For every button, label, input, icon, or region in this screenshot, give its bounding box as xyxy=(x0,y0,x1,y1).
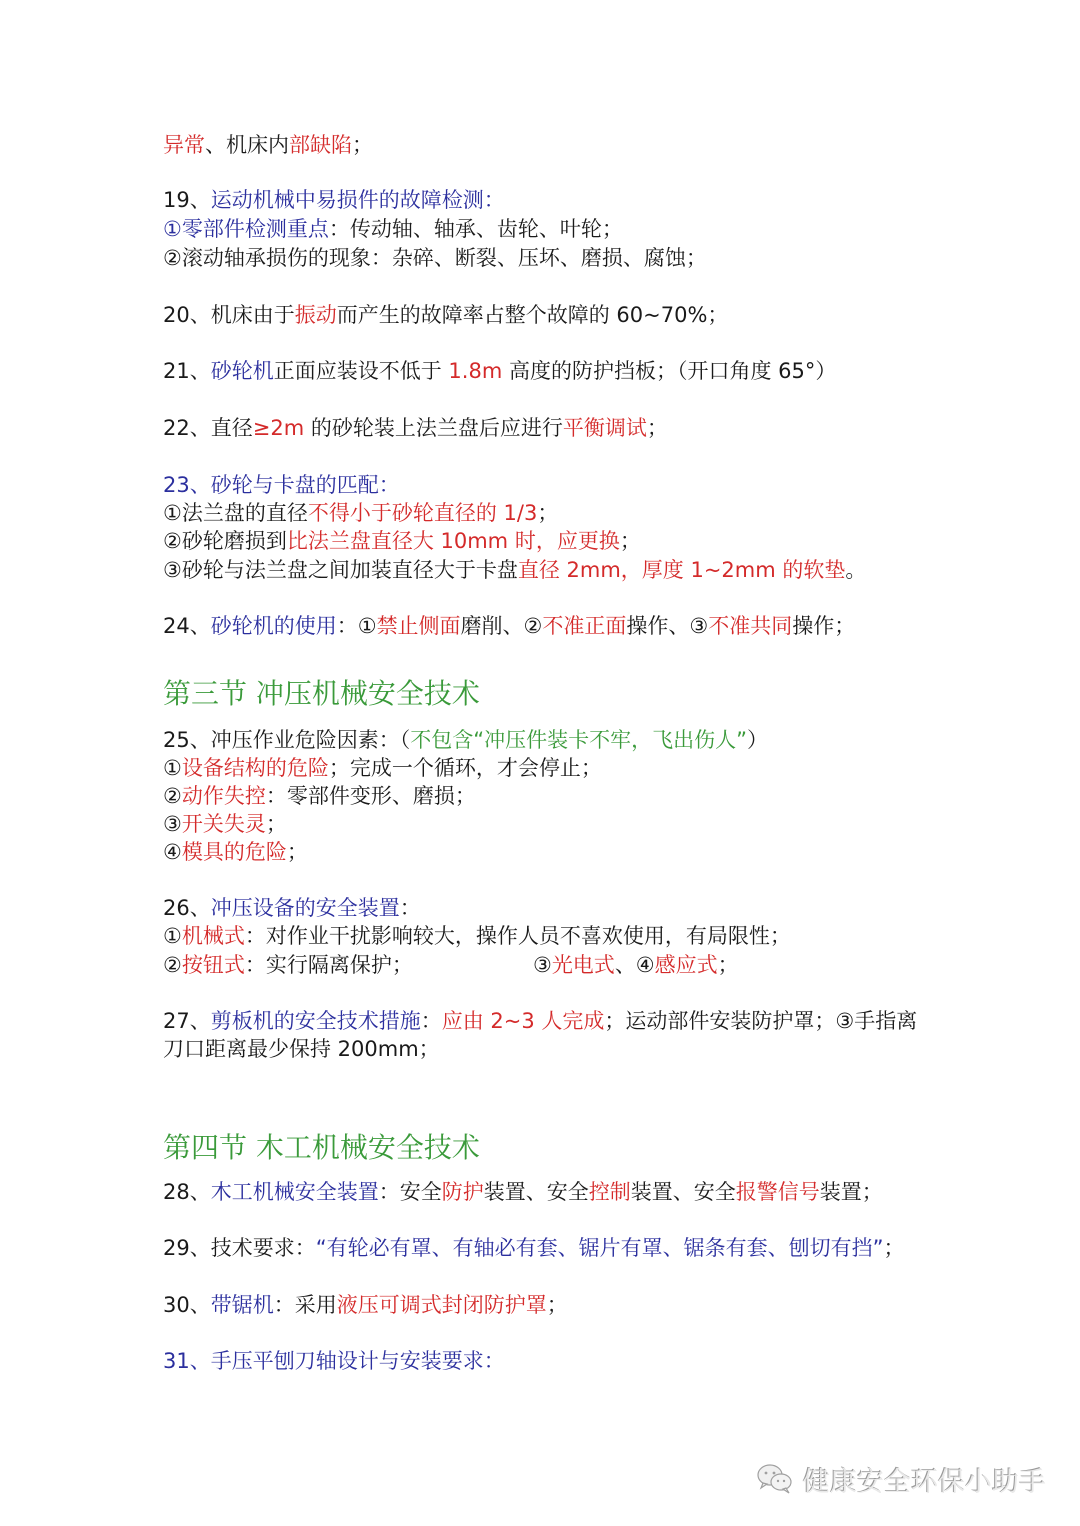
highlight-red: 直径 2mm，厚度 1~2mm 的软垫 xyxy=(517,558,846,582)
text-segment: 、④ xyxy=(614,953,655,977)
text-segment: 25、冲压作业危险因素：（ xyxy=(163,728,411,752)
text-segment: 装置、安全 xyxy=(483,1180,589,1204)
highlight-red: 按钮式 xyxy=(181,953,245,977)
highlight-red: ≥2m xyxy=(252,416,305,440)
text-line xyxy=(163,1291,568,1319)
text-segment: ； xyxy=(537,501,559,525)
text-segment: ； xyxy=(546,1293,568,1317)
text-segment: 操作； xyxy=(792,614,856,638)
text-segment: 20、机床由于 xyxy=(163,303,295,327)
highlight-green: 不包含“冲压件装卡不牢，飞出伤人” xyxy=(410,728,747,752)
text-segment: ； xyxy=(883,1236,905,1260)
text-segment: ：实行隔离保护； ③ xyxy=(244,953,552,977)
text-segment: ：安全 xyxy=(378,1180,442,1204)
text-segment: ① xyxy=(163,924,182,948)
wechat-icon xyxy=(755,1463,795,1495)
text-segment: ； xyxy=(619,529,641,553)
text-line xyxy=(163,1007,917,1035)
text-segment: 高度的防护挡板；（开口角度 65°） xyxy=(502,359,837,383)
text-segment: ④ xyxy=(163,840,182,864)
highlight-red: 应由 2~3 人完成 xyxy=(441,1009,605,1033)
text-segment: ： xyxy=(420,1009,442,1033)
watermark xyxy=(755,1462,1046,1496)
highlight-blue: 31、手压平刨刀轴设计与安装要求： xyxy=(163,1349,505,1373)
text-line xyxy=(163,1035,440,1063)
highlight-red: 控制 xyxy=(588,1180,631,1204)
watermark-text: 健康安全环保小助手 xyxy=(803,1466,1046,1498)
highlight-red: 部缺陷 xyxy=(289,133,352,157)
text-segment: 磨削、② xyxy=(460,614,543,638)
text-line xyxy=(163,414,668,442)
text-segment: ： xyxy=(399,896,421,920)
text-segment: 刀口距离最少保持 200mm； xyxy=(163,1037,440,1061)
highlight-red: 机械式 xyxy=(181,924,245,948)
highlight-red: 振动 xyxy=(294,303,337,327)
text-segment: 27、 xyxy=(163,1009,211,1033)
highlight-red: 比法兰盘直径大 10mm 时，应更换 xyxy=(286,529,620,553)
text-line xyxy=(163,782,476,810)
text-segment: ；运动部件安装防护罩；③手指离 xyxy=(604,1009,918,1033)
text-segment: ； xyxy=(352,133,373,157)
text-segment: 装置、安全 xyxy=(630,1180,736,1204)
text-line xyxy=(163,527,641,555)
text-segment: 。 xyxy=(845,558,867,582)
text-segment: ：传动轴、轴承、齿轮、叶轮； xyxy=(328,217,623,241)
highlight-red: 1.8m xyxy=(448,359,503,383)
text-segment: ； xyxy=(265,812,287,836)
text-line xyxy=(163,471,400,499)
highlight-blue: 23、砂轮与卡盘的匹配： xyxy=(163,473,400,497)
text-segment: ②砂轮磨损到 xyxy=(163,529,287,553)
text-segment: ② xyxy=(163,953,182,977)
text-line xyxy=(163,810,287,838)
text-segment: ； xyxy=(717,953,739,977)
text-segment: ②滚动轴承损伤的现象：杂碎、断裂、压坏、磨损、腐蚀； xyxy=(163,246,707,270)
highlight-blue: 带锯机 xyxy=(210,1293,274,1317)
text-line xyxy=(163,131,373,159)
text-line xyxy=(163,726,768,754)
text-segment: 28、 xyxy=(163,1180,211,1204)
text-line xyxy=(163,951,739,979)
text-segment: 30、 xyxy=(163,1293,211,1317)
section-heading: 第四节 木工机械安全技术 xyxy=(163,1131,480,1164)
text-segment: ； xyxy=(286,840,308,864)
text-segment: 19、 xyxy=(163,188,211,212)
highlight-red: 报警信号 xyxy=(735,1180,820,1204)
text-segment: ：零部件变形、磨损； xyxy=(265,784,476,808)
text-line xyxy=(163,1234,905,1262)
text-segment: ；完成一个循环，才会停止； xyxy=(328,756,602,780)
text-segment: 的砂轮装上法兰盘后应进行 xyxy=(304,416,563,440)
text-line xyxy=(163,894,421,922)
text-segment: 正面应装设不低于 xyxy=(273,359,449,383)
text-segment: ② xyxy=(163,784,182,808)
text-segment: ③ xyxy=(163,812,182,836)
text-segment: 24、 xyxy=(163,614,211,638)
highlight-blue: 运动机械中易损件的故障检测： xyxy=(210,188,505,212)
text-segment: 、机床内 xyxy=(205,133,289,157)
text-segment: 21、 xyxy=(163,359,211,383)
text-line xyxy=(163,1347,505,1375)
highlight-blue: 砂轮机 xyxy=(210,359,274,383)
highlight-blue: ①零部件检测重点 xyxy=(163,217,329,241)
highlight-red: 模具的危险 xyxy=(181,840,287,864)
text-line xyxy=(163,499,558,527)
highlight-red: 防护 xyxy=(441,1180,484,1204)
highlight-red: 不准共同 xyxy=(708,614,793,638)
highlight-red: 液压可调式封闭防护罩 xyxy=(336,1293,547,1317)
text-segment: ） xyxy=(747,728,768,752)
text-segment: ：对作业干扰影响较大，操作人员不喜欢使用，有局限性； xyxy=(244,924,791,948)
text-segment: 29、技术要求： xyxy=(163,1236,316,1260)
highlight-red: 光电式 xyxy=(551,953,615,977)
text-segment: 操作、③ xyxy=(626,614,709,638)
text-segment: ：采用 xyxy=(273,1293,337,1317)
section-heading: 第三节 冲压机械安全技术 xyxy=(163,677,480,710)
highlight-red: 禁止侧面 xyxy=(376,614,461,638)
text-segment: ① xyxy=(163,756,182,780)
text-line xyxy=(163,556,866,584)
highlight-blue: 砂轮机的使用 xyxy=(210,614,337,638)
highlight-blue: 剪板机的安全技术措施 xyxy=(210,1009,421,1033)
highlight-blue: 冲压设备的安全装置 xyxy=(210,896,400,920)
text-segment: 26、 xyxy=(163,896,211,920)
text-line xyxy=(163,1178,883,1206)
highlight-blue: 木工机械安全装置 xyxy=(210,1180,379,1204)
text-segment: ①法兰盘的直径 xyxy=(163,501,308,525)
highlight-blue: “有轮必有罩、有轴必有套、锯片有罩、锯条有套、刨切有挡” xyxy=(315,1236,884,1260)
text-line xyxy=(163,922,791,950)
text-line xyxy=(163,244,707,272)
highlight-red: 不得小于砂轮直径的 1/3 xyxy=(307,501,538,525)
highlight-red: 不准正面 xyxy=(542,614,627,638)
highlight-red: 动作失控 xyxy=(181,784,266,808)
text-segment: ③砂轮与法兰盘之间加装直径大于卡盘 xyxy=(163,558,518,582)
text-line xyxy=(163,612,855,640)
text-line xyxy=(163,357,836,385)
text-segment: 22、直径 xyxy=(163,416,253,440)
text-line xyxy=(163,838,308,866)
text-line xyxy=(163,754,602,782)
text-line xyxy=(163,186,505,214)
highlight-red: 设备结构的危险 xyxy=(181,756,329,780)
highlight-red: 感应式 xyxy=(654,953,718,977)
highlight-red: 开关失灵 xyxy=(181,812,266,836)
highlight-red: 异常 xyxy=(163,133,205,157)
text-line xyxy=(163,215,623,243)
text-segment: ； xyxy=(646,416,668,440)
text-segment: 而产生的故障率占整个故障的 60~70%； xyxy=(336,303,729,327)
text-segment: ：① xyxy=(336,614,377,638)
text-segment: 装置； xyxy=(819,1180,883,1204)
highlight-red: 平衡调试 xyxy=(562,416,647,440)
text-line xyxy=(163,301,728,329)
